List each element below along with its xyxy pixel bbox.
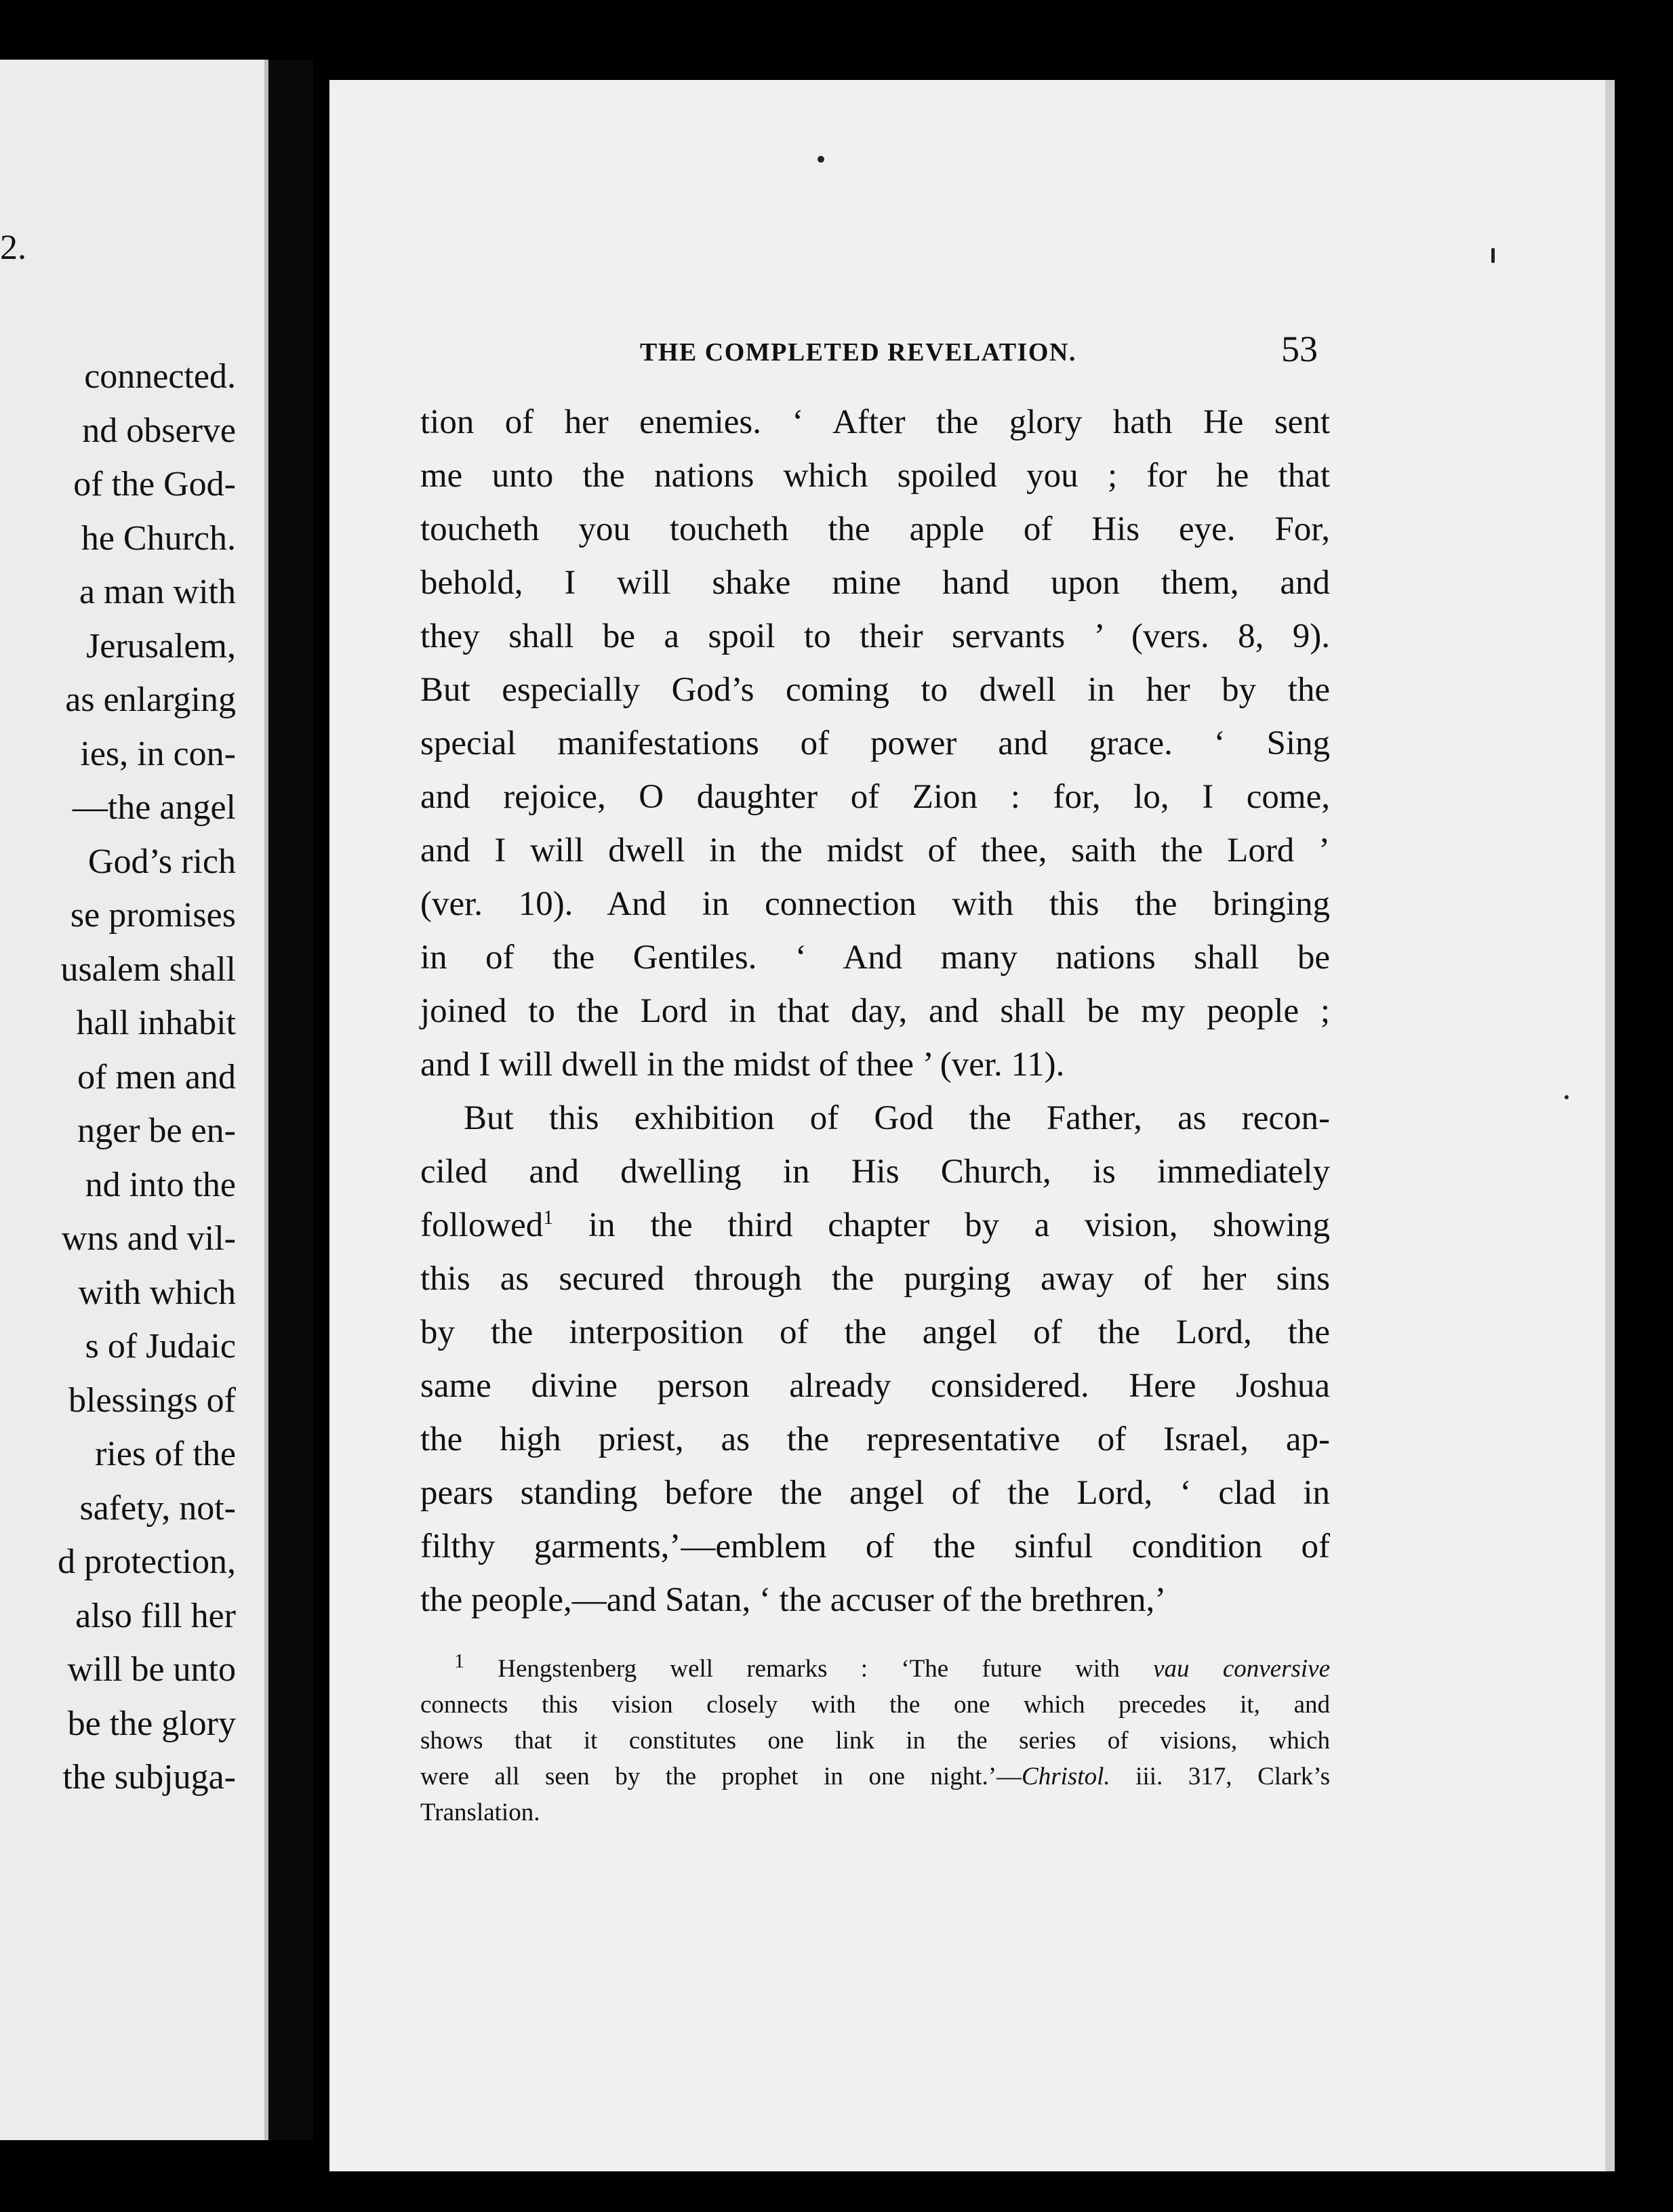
text-line: same divine person already considered. Here Joshua [420, 1367, 1330, 1405]
footnote-text: Hengstenberg well remarks : ‘The future with [498, 1655, 1120, 1683]
footnote-marker: 1 [454, 1650, 464, 1673]
book-gutter [268, 60, 313, 2140]
facing-page-line: Jerusalem, [86, 626, 236, 665]
facing-page-line: with which [78, 1273, 236, 1312]
facing-page-line: be the glory [67, 1704, 236, 1743]
followed-word: followed [420, 1206, 544, 1244]
footnote-source: Christol. [1022, 1763, 1110, 1790]
facing-page-line: as enlarging [65, 680, 236, 719]
scan-speck [1491, 248, 1495, 263]
footnote-line: Translation. [420, 1799, 540, 1826]
text-line: they shall be a spoil to their servants ’ (vers. 8, 9). [420, 617, 1330, 655]
facing-page-line: ries of the [95, 1435, 236, 1473]
facing-page-line: usalem shall [60, 949, 236, 989]
facing-page-line: connected. [84, 357, 236, 396]
footnote-line: connects this vision closely with the one which precedes it, and [420, 1691, 1330, 1719]
facing-page-line: —the angel [72, 788, 236, 827]
text-line: But this exhibition of God the Father, as recon- [464, 1099, 1330, 1137]
facing-page-line: will be unto [67, 1650, 236, 1689]
paragraph-2 [420, 1092, 1330, 1627]
text-line: me unto the nations which spoiled you ; for he that [420, 457, 1330, 495]
facing-page-line: blessings of [68, 1380, 236, 1420]
facing-page-line: hall inhabit [76, 1004, 236, 1042]
footnote-line: shows that it constitutes one link in the series of visions, which [420, 1727, 1330, 1755]
facing-page-line: the subjuga- [62, 1758, 236, 1797]
facing-page-line: a man with [79, 573, 236, 611]
page-number: 53 [1281, 329, 1318, 369]
text-line: toucheth you toucheth the apple of His eye. For, [420, 510, 1330, 548]
facing-page-line: of men and [77, 1057, 236, 1097]
text-line: and rejoice, O daughter of Zion : for, lo, I come, [420, 778, 1330, 816]
footnote-source-rest: iii. 317, Clark’s [1110, 1763, 1330, 1790]
text-line: special manifestations of power and grace. ‘ Sing [420, 724, 1330, 762]
footnote-reference: 1 [543, 1206, 554, 1229]
facing-page-line: he Church. [81, 518, 236, 558]
text-line: But especially God’s coming to dwell in her by the [420, 671, 1330, 709]
followed-line-rest: in the third chapter by a vision, showing [553, 1206, 1330, 1244]
facing-page-line: ies, in con- [80, 734, 236, 773]
book-page [329, 80, 1615, 2171]
text-line: tion of her enemies. ‘ After the glory hath He sent [420, 403, 1330, 441]
text-line: and I will dwell in the midst of thee, saith the Lord ’ [420, 832, 1330, 869]
text-line: filthy garments,’—emblem of the sinful condition of [420, 1528, 1330, 1565]
text-line: and I will dwell in the midst of thee ’ (ver. 11). [420, 1046, 1065, 1084]
text-line: (ver. 10). And in connection with this the bringing [420, 885, 1330, 923]
facing-page-line: nd into the [85, 1165, 236, 1204]
page-header [329, 324, 1605, 378]
footnote-line [420, 1651, 1330, 1687]
footnote-text: were all seen by the prophet in one night.’— [420, 1763, 1022, 1790]
footnote-line [420, 1759, 1330, 1795]
text-line: the people,—and Satan, ‘ the accuser of the brethren,’ [420, 1581, 1167, 1619]
facing-page-line: God’s rich [87, 842, 236, 881]
facing-page-line: safety, not- [79, 1488, 236, 1528]
scan-speck [818, 156, 824, 163]
facing-page-line: se promises [70, 896, 236, 935]
facing-page-line: d protection, [58, 1542, 236, 1581]
text-line: this as secured through the purging away of her sins [420, 1260, 1330, 1298]
facing-page-line: s of Judaic [85, 1327, 236, 1366]
facing-page-line: nd observe [82, 411, 236, 450]
text-line: ciled and dwelling in His Church, is immediately [420, 1153, 1330, 1191]
text-line: pears standing before the angel of the Lord, ‘ clad in [420, 1474, 1330, 1512]
body-text [420, 396, 1330, 1627]
facing-page-line: 2. [0, 228, 26, 267]
paragraph-1 [420, 396, 1330, 1092]
facing-page-line: wns and vil- [61, 1219, 236, 1258]
footnote [420, 1651, 1330, 1830]
facing-page-fragment [0, 60, 268, 2140]
text-line: joined to the Lord in that day, and shall be my people ; [420, 992, 1330, 1030]
running-title: THE COMPLETED REVELATION. [640, 338, 1076, 367]
text-line: the high priest, as the representative of Israel, ap- [420, 1420, 1330, 1458]
scan-speck [1565, 1095, 1569, 1099]
facing-page-line: nger be en- [77, 1111, 236, 1150]
text-line: by the interposition of the angel of the Lord, the [420, 1313, 1330, 1351]
footnote-italic-term: vau conversive [1153, 1655, 1331, 1683]
text-line [420, 1199, 1330, 1252]
text-line: behold, I will shake mine hand upon them, and [420, 564, 1330, 602]
text-line: in of the Gentiles. ‘ And many nations shall be [420, 939, 1330, 977]
facing-page-line: of the God- [73, 465, 236, 504]
facing-page-line: also fill her [75, 1596, 236, 1635]
